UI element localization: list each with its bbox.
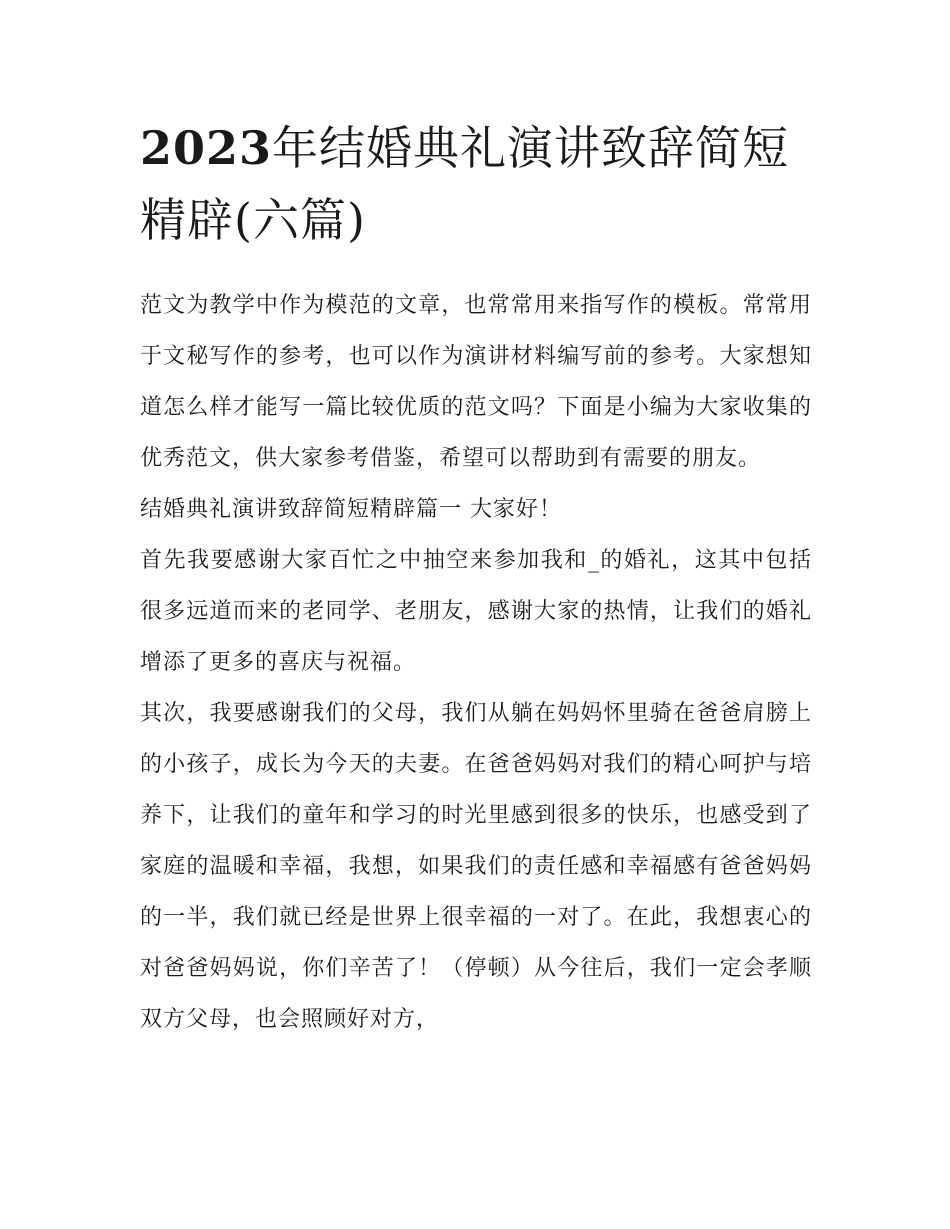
paragraph-thanks-guests: 首先我要感谢大家百忙之中抽空来参加我和_的婚礼，这其中包括很多远道而来的老同学、老朋友，感谢大家的热情，让我们的婚礼增添了更多的喜庆与祝福。 [140, 548, 812, 675]
paragraph-intro: 范文为教学中作为模范的文章，也常常用来指写作的模板。常常用于文秘写作的参考，也可以作为演讲材料编写前的参考。大家想知道怎么样才能写一篇比较优质的范文吗？下面是小编为大家收集的优秀范文，供大家参考借鉴，希望可以帮助到有需要的朋友。 [140, 293, 812, 471]
paragraph-section-heading: 结婚典礼演讲致辞简短精辟篇一 大家好！ [140, 497, 562, 522]
title-text: 年结婚典礼演讲致辞简短精辟(六篇) [140, 121, 790, 247]
paragraph-thanks-parents: 其次，我要感谢我们的父母，我们从躺在妈妈怀里骑在爸爸肩膀上的小孩子，成长为今天的夫妻。在爸爸妈妈对我们的精心呵护与培养下，让我们的童年和学习的时光里感到很多的快乐，也感受到了家庭的温暖和幸福，我想，如果我们的责任感和幸福感有爸爸妈妈的一半，我们就已经是世界上很幸福的一对了。在此，我想衷心的对爸爸妈妈说，你们辛苦了！（停顿）从今往后，我们一定会孝顺双方父母，也会照顾好对方， [140, 701, 812, 1032]
document-body [140, 280, 812, 1045]
document-title [140, 112, 820, 256]
title-year: 2023 [140, 121, 273, 175]
